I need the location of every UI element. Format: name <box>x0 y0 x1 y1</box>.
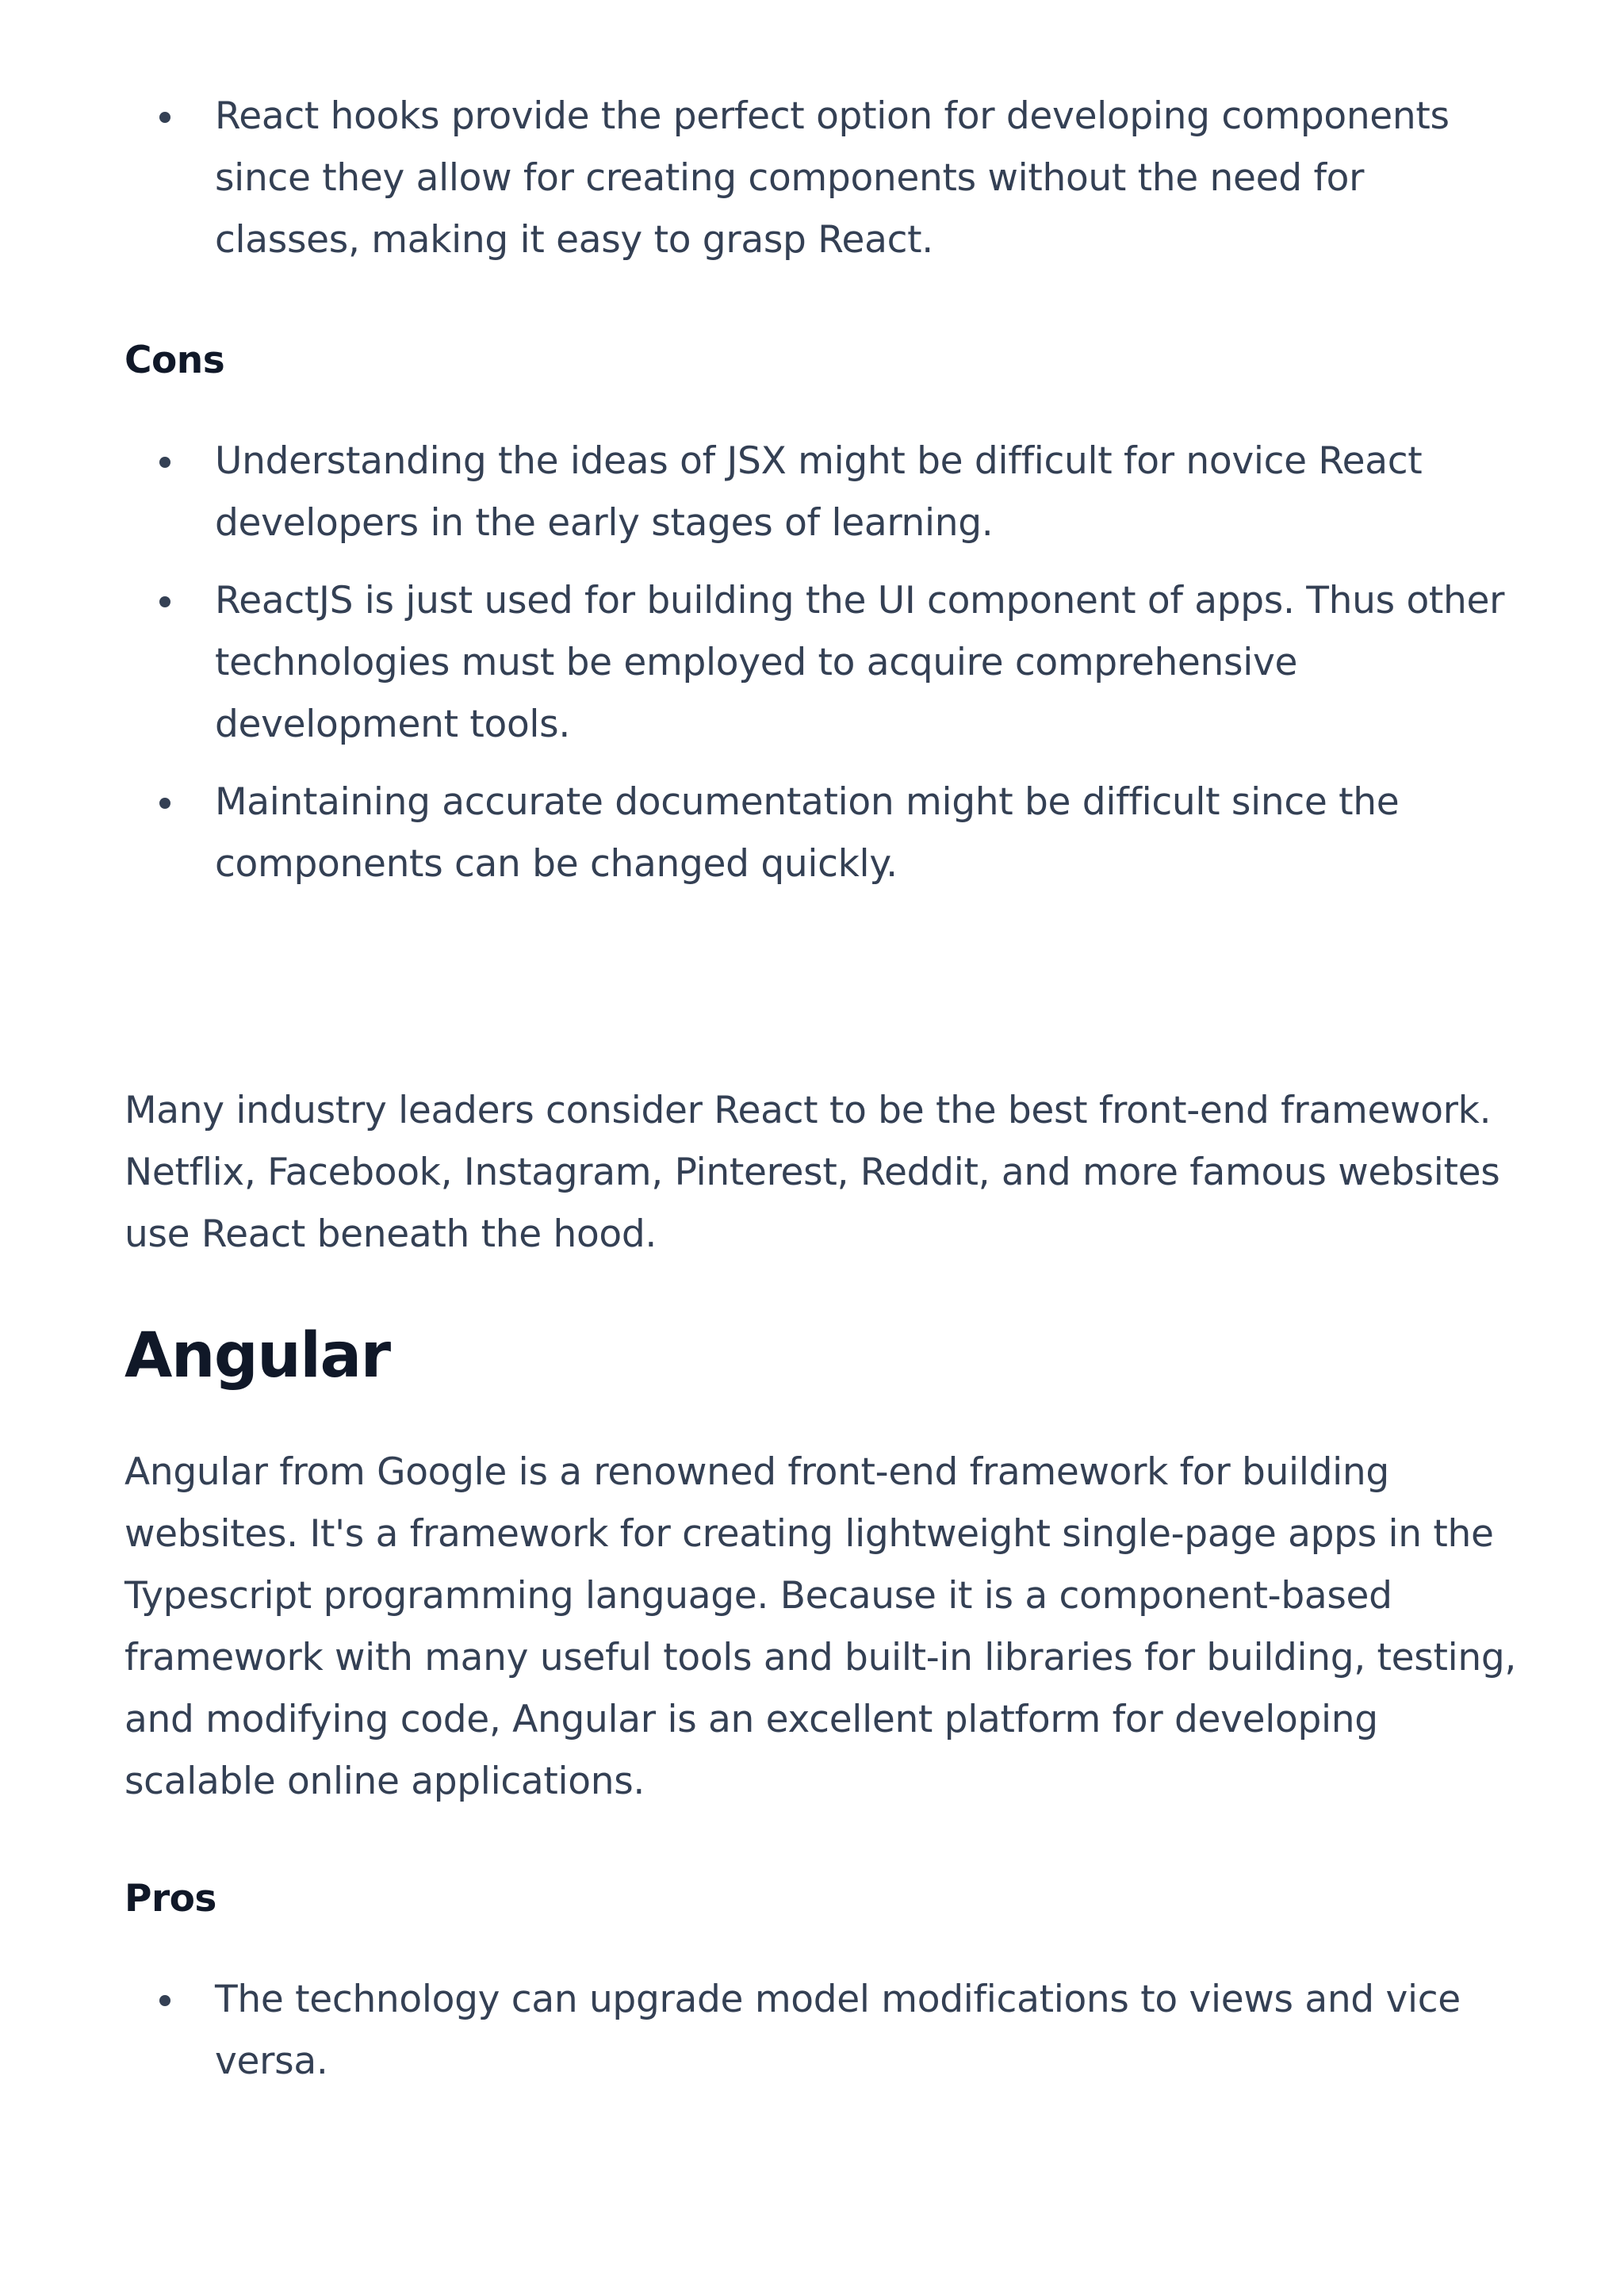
list-item-text: Understanding the ideas of JSX might be difficult for novice React developers in the early stages of learning. <box>215 439 1423 545</box>
list-item-text: The technology can upgrade model modifications to views and vice versa. <box>215 1978 1461 2083</box>
react-pros-list <box>124 86 1520 271</box>
cons-list <box>124 431 1520 895</box>
bullet-icon <box>159 798 170 809</box>
bullet-icon <box>159 596 170 607</box>
list-item <box>124 431 1520 554</box>
react-summary-paragraph: Many industry leaders consider React to be the best front-end framework. Netflix, Facebook, Instagram, Pinterest, Reddit, and more famous websites use React beneath the hood. <box>124 1089 1500 1256</box>
angular-heading: Angular <box>124 1320 390 1392</box>
list-item-text: Maintaining accurate documentation might be difficult since the components can be changed quickly. <box>215 780 1400 886</box>
bullet-icon <box>159 112 170 123</box>
list-item <box>124 86 1520 271</box>
bullet-icon <box>159 457 170 468</box>
list-item <box>124 570 1520 756</box>
angular-intro-paragraph: Angular from Google is a renowned front-end framework for building websites. It's a framework for creating lightweight single-page apps in the Typescript programming language. Because it is a component-based framework with many useful tools and built-in libraries for building, testing, and modifying code, Angular is an excellent platform for developing scalable online applications. <box>124 1450 1517 1803</box>
list-item <box>124 772 1520 895</box>
list-item-text: React hooks provide the perfect option for developing components since they allow for creating components without the need for classes, making it easy to grasp React. <box>215 94 1450 262</box>
pros-heading: Pros <box>124 1877 216 1921</box>
list-item <box>124 1969 1520 2093</box>
angular-pros-list <box>124 1969 1520 2093</box>
list-item-text: ReactJS is just used for building the UI component of apps. Thus other technologies must be employed to acquire comprehensive development tools. <box>215 579 1505 746</box>
bullet-icon <box>159 1995 170 2006</box>
cons-heading: Cons <box>124 339 225 382</box>
